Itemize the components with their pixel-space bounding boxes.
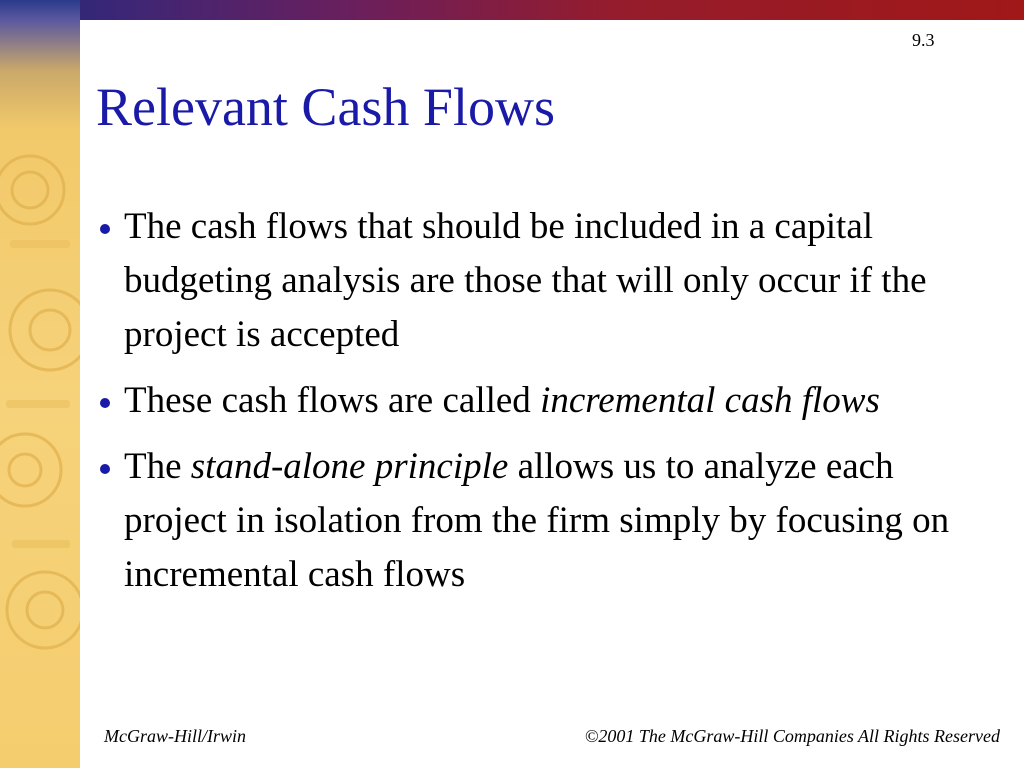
bullet-item: [96, 200, 996, 362]
bullet-item: [96, 440, 996, 602]
bullet-emphasis-text: incremental cash flows: [540, 380, 880, 421]
bullet-list: [96, 200, 996, 614]
gear-pattern-decoration: [0, 0, 80, 768]
bullet-text: allows us to analyze each project in isolation from the firm simply by focusing on incremental cash flows: [124, 446, 950, 595]
top-accent-bar: [0, 0, 1024, 20]
bullet-dot-icon: [100, 464, 110, 474]
bullet-dot-icon: [100, 398, 110, 408]
bullet-emphasis-text: stand-alone principle: [190, 446, 509, 487]
slide-number: 9.3: [912, 30, 935, 50]
bullet-dot-icon: [100, 224, 110, 234]
footer-copyright: ©2001 The McGraw-Hill Companies All Rights Reserved: [584, 726, 1000, 746]
slide-title: Relevant Cash Flows: [96, 77, 555, 137]
bullet-text: The cash flows that should be included in a capital budgeting analysis are those that will only occur if the project is accepted: [124, 206, 927, 355]
decorative-side-strip: [0, 0, 80, 768]
bullet-text: The: [124, 446, 191, 487]
footer-publisher: McGraw-Hill/Irwin: [104, 726, 246, 746]
bullet-item: [96, 374, 996, 428]
bullet-text: These cash flows are called: [124, 380, 541, 421]
